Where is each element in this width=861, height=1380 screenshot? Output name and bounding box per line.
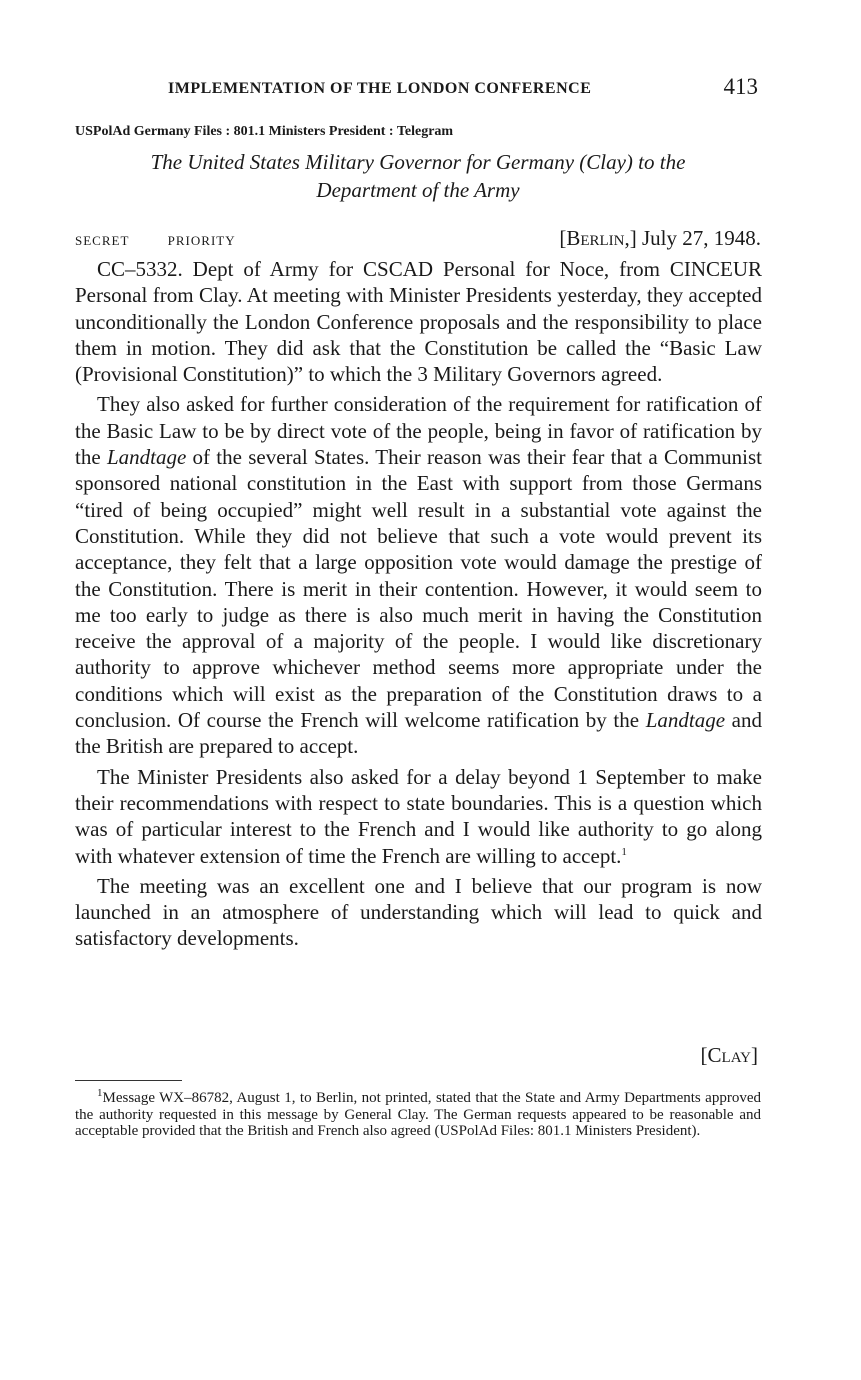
footnote — [75, 1087, 761, 1140]
source-citation: USPolAd Germany Files : 801.1 Ministers President : Telegram — [75, 124, 454, 139]
paragraph-2-part-c: and the British are prepared to accept. — [75, 708, 762, 759]
date: July 27, 1948. — [641, 226, 761, 250]
paragraph-2-italic-1: Landtage — [106, 445, 187, 470]
footnote-divider — [75, 1080, 182, 1081]
paragraph-2-italic-2: Landtage — [645, 708, 726, 733]
paragraph-3 — [75, 764, 762, 869]
paragraph-2 — [75, 391, 762, 759]
place: [Berlin,] — [559, 226, 637, 250]
paragraph-2-part-a: They also asked for further consideration of the requirement for ratification of the Basic Law to be by direct vote of the people, being in favor of ratification by the — [75, 392, 762, 470]
paragraph-2-part-b: of the several States. Their reason was their fear that a Communist sponsored national constitution in the East with support from those Germans “tired of being occupied” might well result in a substantial vote against the Constitution. While they did not believe that such a vote would prevent its acceptance, they felt that a large opposition vote would damage the prestige of the Constitution. There is merit in their contention. However, it would seem to me too early to judge as there is also much merit in having the Constitution receive the approval of a majority of the people. I would like discretionary authority to approve whichever method seems more appropriate under the conditions which will exist as the preparation of the Constitution draws to a conclusion. Of course the French will welcome ratification by the — [75, 445, 763, 733]
paragraph-3-text: The Minister Presidents also asked for a delay beyond 1 September to make their recommendations with respect to state boundaries. This is a question which was of particular interest to the French and I would like authority to go along with whatever extension of time the French are willing to accept. — [75, 764, 762, 868]
paragraph-4: The meeting was an excellent one and I believe that our program is now launched in an atmosphere of understanding which will lead to quick and satisfactory developments. — [75, 873, 762, 951]
page-number: 413 — [723, 74, 758, 99]
document-title-line-1: The United States Military Governor for Germany (Clay) to the — [150, 150, 686, 174]
paragraph-1: CC–5332. Dept of Army for CSCAD Personal for Noce, from CINCEUR Personal from Clay. At meeting with Minister Presidents yesterday, they accepted unconditionally the London Conference proposals and the responsibility to place them in motion. They did ask that the Constitution be called the “Basic Law (Provisional Constitution)” to which the 3 Military Governors agreed. — [75, 257, 762, 387]
document-title — [75, 148, 761, 204]
footnote-reference[interactable]: 1 — [621, 845, 627, 858]
classification-label: SECRET — [75, 233, 130, 248]
footnote-marker: 1 — [97, 1087, 103, 1099]
running-title: IMPLEMENTATION OF THE LONDON CONFERENCE — [168, 80, 592, 97]
footnote-text: Message WX–86782, August 1, to Berlin, not printed, stated that the State and Army Departments approved the authority requested in this message by General Clay. The German requests appeared to be reasonable and acceptable provided that the British and French also agreed (USPolAd Files: 801.1 Ministers President). — [75, 1090, 761, 1140]
telegram-body — [75, 256, 762, 952]
precedence-label: PRIORITY — [167, 233, 236, 248]
classification-line — [75, 233, 270, 249]
document-title-line-2: Department of the Army — [316, 178, 520, 202]
dateline — [559, 226, 761, 251]
signature: [Clay] — [700, 1043, 758, 1067]
